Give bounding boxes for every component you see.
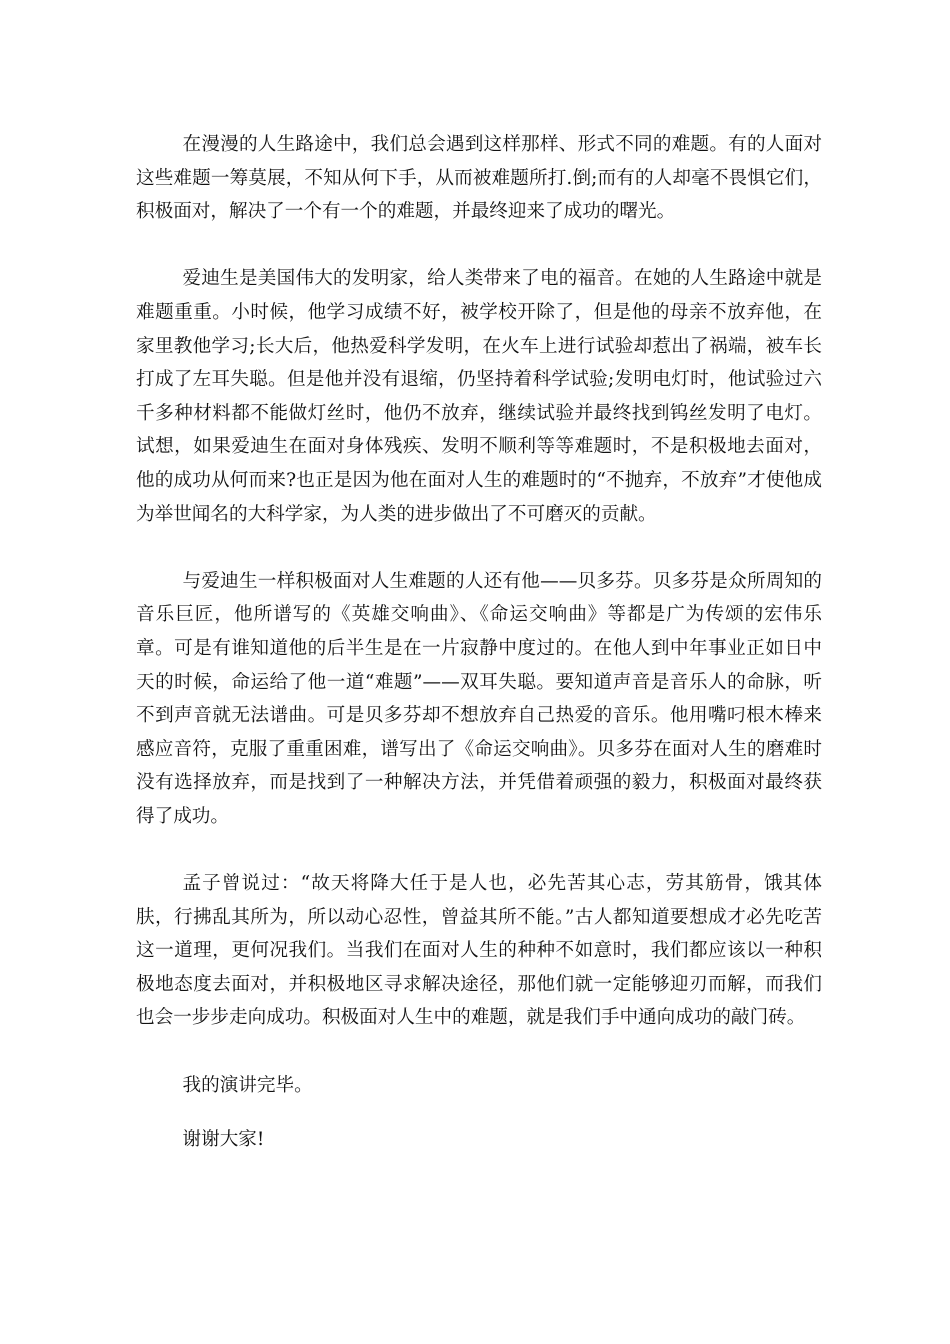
closing-line-speech-end: 我的演讲完毕。	[182, 1074, 313, 1096]
paragraph-mencius: 孟子曾说过：“故天将降大任于是人也，必先苦其心志，劳其筋骨，饿其体肤，行拂乱其所为，所以动心忍性，曾益其所不能。”古人都知道要想成才必先吃苦这一道理，更何况我们。当我们在面对人生的种种不如意时，我们都应该以一种积极地态度去面对，并积极地区寻求解决途径，那他们就一定能够迎刃而解，而我们也会一步步走向成功。积极面对人生中的难题，就是我们手中通向成功的敲门砖。	[136, 873, 822, 1029]
paragraph-intro: 在漫漫的人生路途中，我们总会遇到这样那样、形式不同的难题。有的人面对这些难题一筹莫展，不知从何下手，从而被难题所打.倒;而有的人却毫不畏惧它们，积极面对，解决了一个有一个的难题，并最终迎来了成功的曙光。	[136, 134, 822, 223]
closing-line-thanks: 谢谢大家!	[182, 1129, 265, 1151]
paragraph-beethoven: 与爱迪生一样积极面对人生难题的人还有他——贝多芬。贝多芬是众所周知的音乐巨匠，他所谱写的《英雄交响曲》、《命运交响曲》等都是广为传颂的宏伟乐章。可是有谁知道他的后半生是在一片寂静中度过的。在他人到中年事业正如日中天的时候，命运给了他一道“难题”——双耳失聪。要知道声音是音乐人的命脉，听不到声音就无法谱曲。可是贝多芬却不想放弃自己热爱的音乐。他用嘴叼根木棒来感应音符，克服了重重困难，谱写出了《命运交响曲》。贝多芬在面对人生的磨难时没有选择放弃，而是找到了一种解决方法，并凭借着顽强的毅力，积极面对最终获得了成功。	[136, 570, 822, 827]
paragraph-edison: 爱迪生是美国伟大的发明家，给人类带来了电的福音。在她的人生路途中就是难题重重。小时候，他学习成绩不好，被学校开除了，但是他的母亲不放弃他，在家里教他学习;长大后，他热爱科学发明，在火车上进行试验却惹出了祸端，被车长打成了左耳失聪。但是他并没有退缩，仍坚持着科学试验;发明电灯时，他试验过六千多种材料都不能做灯丝时，他仍不放弃，继续试验并最终找到钨丝发明了电灯。试想，如果爱迪生在面对身体残疾、发明不顺利等等难题时，不是积极地去面对，他的成功从何而来?也正是因为他在面对人生的难题时的“不抛弃，不放弃”才使他成为举世闻名的大科学家，为人类的进步做出了不可磨灭的贡献。	[136, 268, 822, 525]
speech-body	[136, 128, 822, 1178]
